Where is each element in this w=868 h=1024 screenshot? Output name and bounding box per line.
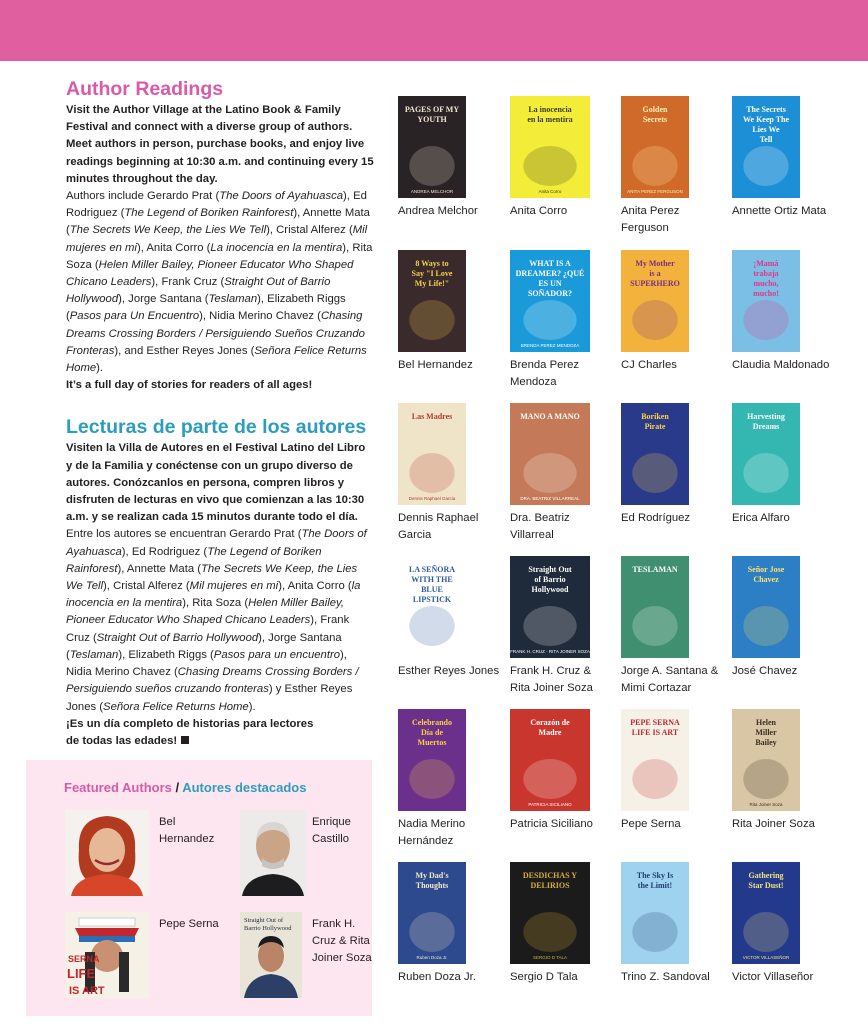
cover-title: mucho, [753,279,779,288]
book-cover [398,403,466,505]
book-cover [510,96,590,198]
svg-text:LIFE: LIFE [67,966,96,981]
book-author-caption: Sergio D Tala [510,971,578,983]
book-author-caption: Jorge A. Santana & Mimi Cortazar [621,665,719,695]
book-author-caption: Pepe Serna [621,818,681,830]
book-cover [732,862,800,964]
book-author-caption: Nadia Merino Hernández [398,818,466,848]
book-title: The Secrets We Keep, the Lies We Tell [66,562,358,593]
book-cover [398,556,466,658]
cover-title: Tell [759,135,773,144]
book-title: la inocencia en la mentira [66,580,361,610]
book-cover [732,556,800,658]
cover-author: VICTOR VILLASEÑOR [742,955,790,960]
book-author-caption: Victor Villaseñor [732,971,814,983]
list-author: ), Frank Cruz ( [66,614,350,644]
list-author: ). [248,700,256,713]
cover-title: Señor Jose [747,565,785,574]
lecturas-closing-line1: ¡Es un día completo de historias para lectores [66,717,314,730]
featured-authors-heading [64,780,306,795]
cover-title: Dreams [752,422,780,431]
list-author: ), Ed Rodriguez ( [66,190,367,220]
article-column [66,78,374,750]
list-author: ), Elizabeth Riggs ( [66,293,346,323]
book-title: The Doors of Ayahuasca [219,190,344,203]
book-cover [510,403,590,505]
cover-title: MANO A MANO [520,412,580,421]
book-cover [398,862,466,964]
book-title: Teslaman [69,648,119,661]
cover-author: Dennis Raphael Garcia [408,496,456,501]
list-author: ), Nidia Merino Chavez ( [66,648,347,679]
end-mark-icon [181,736,189,744]
cover-title: Harvesting [747,412,785,421]
book-title: Chasing Dreams Crossing Borders / Persiguiendo Sueños Cruzando Fronteras [66,310,365,357]
cover-title: My Mother [635,259,675,268]
cover-title: Corazón de [530,718,570,727]
lecturas-heading: Lecturas de parte de los autores [66,416,367,439]
book-cover [510,556,590,658]
book-cover [621,250,689,352]
lecturas-closing-line2: de todas las edades! [66,734,178,747]
cover-title: Secrets [642,115,668,124]
cover-title: My Life!" [414,279,450,288]
list-author: ), Nidia Merino Chavez ( [199,310,321,323]
book-cover [398,250,466,352]
cover-title: Pirate [644,422,666,431]
book-author-caption: Ed Rodríguez [621,512,691,524]
cover-title: PEPE SERNA [630,718,680,727]
destacados-label: Autores destacados [182,780,307,795]
list-author: ), Anita Corro ( [278,580,352,593]
book-cover [621,556,689,658]
cover-title: en la mentira [527,115,573,124]
cover-author: BRENDA PEREZ MENDOZA [520,343,580,348]
list-author: ), Rita Soza ( [66,241,373,271]
cover-title: Las Madres [411,412,453,421]
lecturas-closing [66,716,374,750]
cover-title: Say "I Love [411,269,453,278]
cover-title: SUPERHERO [630,279,680,288]
cover-author: PATRICIA SICILIANO [528,802,572,807]
svg-text:IS ART: IS ART [69,985,105,997]
book-title: The Secrets We Keep, the Lies We Tell [69,224,267,237]
book-author-caption: Rita Joiner Soza [732,818,815,830]
book-author-caption: Bel Hernandez [398,359,473,371]
book-title: Mil mujeres en mi [66,224,368,254]
book-author-caption: José Chavez [732,665,798,677]
cover-author: ANDREA MELCHOR [410,189,454,194]
book-author-caption: Andrea Melchor [398,205,478,217]
list-author: ), Elizabeth Riggs ( [118,648,214,661]
cover-title: Bailey [755,738,777,747]
featured-authors-panel [26,760,372,1016]
book-title: Señora Felice Returns Home [103,700,249,713]
featured-label: Featured Authors [64,780,172,795]
cover-title: Celebrando [412,718,452,727]
author-readings-closing: It’s a full day of stories for readers of all ages! [66,379,313,392]
cover-title: Chavez [753,575,779,584]
author-photo [65,912,149,998]
cover-title: Golden [642,105,668,114]
cover-title: Straight Out [528,565,572,574]
book-title: Señora Felice Returns Home [66,344,367,375]
cover-author: Anita Corro [538,189,562,194]
book-author-caption: Annette Ortiz Mata [732,205,827,217]
featured-author-name: Enrique Castillo [312,816,351,846]
list-author: ), Annette Mata ( [117,562,202,575]
list-author: ), Rita Soza ( [182,597,249,610]
cover-author: Rita Joiner Soza [749,802,783,807]
lecturas-intro: Visiten la Villa de Autores en el Festival Latino del Libro y de la Familia y conéctense con un grupo diverso de autores. Conózcanlos en persona, compren libros y disfruten de lecturas en vivo que comienzan a las 10:30 a.m. y se realizan cada 15 minutos durante todo el día. [66,442,366,524]
list-author: ), Jorge Santana ( [118,293,209,306]
cover-title: PAGES OF MY [404,105,460,114]
book-cover [398,96,466,198]
cover-title: Día de [421,728,443,737]
cover-title: La inocencia [528,105,572,114]
book-author-caption: Frank H. Cruz & Rita Joiner Soza [510,665,593,695]
cover-title: DELIRIOS [530,881,570,890]
cover-author: Ruben Doza Jr. [416,955,448,960]
cover-title: Star Dust! [748,881,784,890]
featured-author-name: Frank H. Cruz & Rita Joiner Soza [312,918,372,965]
cover-title: WITH THE [411,575,453,584]
list-author: ), and Esther Reyes Jones ( [114,344,255,357]
book-cover [621,862,689,964]
list-author: ), Anita Corro ( [136,241,211,254]
featured-author-name: Pepe Serna [159,918,219,930]
book-title: La inocencia en la mentira [210,241,343,254]
author-photo [65,810,149,896]
book-cover [621,403,689,505]
featured-author-name: Bel Hernandez [159,816,215,846]
book-title: Teslaman [208,293,258,306]
book-cover [621,709,689,811]
cover-title: LA SEÑORA [408,565,456,574]
book-title: The Doors of Ayahuasca [66,528,367,558]
lecturas-list [66,526,374,715]
list-lead: Entre los autores se encuentran Gerardo Prat ( [66,528,302,541]
list-author: ), Ed Rodriguez ( [121,545,208,558]
cover-title: mucho! [753,289,779,298]
cover-title: SOÑADOR? [527,289,573,298]
author-readings-heading: Author Readings [66,78,224,100]
svg-text:Barrio Hollywood: Barrio Hollywood [244,925,292,932]
book-title: Pasos para un encuentro [213,648,341,661]
cover-title: The Sky Is [636,871,674,880]
svg-text:Straight Out of: Straight Out of [244,917,283,924]
list-author: ), Annette Mata ( [66,207,370,237]
book-author-caption: Brenda Perez Mendoza [510,359,580,389]
cover-title: Muertos [417,738,447,747]
book-author-caption: Trino Z. Sandoval [621,971,710,983]
cover-title: Lies We [752,125,780,134]
book-author-caption: Anita Corro [510,205,568,217]
book-cover [398,709,466,811]
cover-author: FRANK H. CRUZ · RITA JOINER SOZA [510,649,590,654]
cover-title: the Limit! [637,881,673,890]
featured-separator: / [171,780,183,795]
book-author-caption: Patricia Siciliano [510,818,593,830]
book-title: The Legend of Boriken Rainforest [66,545,322,575]
list-author: ), Frank Cruz ( [151,276,225,289]
cover-author: SERGIO D TALA [532,955,568,960]
cover-title: TESLAMAN [632,565,678,574]
author-photo [240,912,302,998]
cover-title: is a [649,269,661,278]
book-author-caption: Erica Alfaro [732,512,790,524]
list-author: ), Cristal Alferez ( [103,580,190,593]
cover-title: LIPSTICK [412,595,452,604]
cover-title: Hollywood [531,585,569,594]
book-grid [398,0,868,1024]
book-title: Mil mujeres en mi [189,580,279,593]
book-title: Straight Out of Barrio Hollywood [66,276,331,306]
book-cover [732,250,800,352]
cover-title: BLUE [421,585,443,594]
cover-title: Gathering [748,871,784,880]
svg-text:SERNA: SERNA [68,954,100,964]
book-cover [732,403,800,505]
cover-author: DRA. BEATRIZ VILLARREAL [520,496,580,501]
cover-title: of Barrio [534,575,566,584]
list-author: ), Cristal Alferez ( [266,224,353,237]
cover-title: Madre [538,728,562,737]
book-author-caption: Anita Perez Ferguson [621,205,680,235]
book-author-caption: Dennis Raphael Garcia [398,512,479,542]
book-title: Helen Miller Bailey, Pioneer Educator Who Shaped Chicano Leaders [66,597,344,627]
book-title: Helen Miller Bailey, Pioneer Educator Who Shaped Chicano Leaders [66,258,354,289]
list-lead: Authors include Gerardo Prat ( [66,190,220,203]
author-readings-intro: Visit the Author Village at the Latino Book & Family Festival and connect with a diverse group of authors. Meet authors in person, purchase books, and enjoy live readings beginning at 10:30 a.m. and continuing every 15 minutes throughout the day. [66,104,374,185]
book-cover [621,96,689,198]
book-cover [510,250,590,352]
book-cover [510,862,590,964]
cover-title: ¡Mamá [753,259,779,268]
cover-title: LIFE IS ART [631,728,679,737]
list-author: ) y Esther Reyes Jones ( [66,683,353,713]
book-author-caption: Dra. Beatriz Villarreal [510,512,570,542]
list-author: ), Jorge Santana ( [66,631,342,661]
book-cover [732,96,800,198]
cover-title: 8 Ways to [415,259,449,268]
book-title: The Legend of Boriken Rainforest [124,207,294,220]
cover-title: DESDICHAS Y [522,871,578,880]
cover-title: Miller [755,728,777,737]
cover-title: Thoughts [415,881,449,890]
author-readings-list [66,188,374,377]
book-cover [732,709,800,811]
cover-title: WHAT IS A [529,259,571,268]
list-author: ). [96,362,104,375]
book-title: Pasos para Un Encuentro [69,310,200,323]
book-title: Chasing Dreams Crossing Borders / Persiguiendo sueños cruzando fronteras [66,666,359,696]
cover-author: ANITA PEREZ FERGUSON [627,189,683,194]
book-author-caption: Claudia Maldonado [732,359,830,371]
book-author-caption: Esther Reyes Jones [398,665,500,677]
book-cover [510,709,590,811]
author-photo [240,810,306,896]
cover-title: My Dad's [415,871,449,880]
cover-title: DREAMER? ¿QUÉ [515,269,585,278]
cover-title: YOUTH [417,115,447,124]
book-title: Straight Out of Barrio Hollywood [96,631,259,644]
cover-title: ES UN [538,279,562,288]
book-author-caption: CJ Charles [621,359,677,371]
cover-title: trabaja [753,269,779,278]
cover-title: The Secrets [746,105,786,114]
cover-title: Helen [756,718,776,727]
cover-title: We Keep The [742,115,790,124]
book-author-caption: Ruben Doza Jr. [398,971,476,983]
cover-title: Boriken [641,412,669,421]
